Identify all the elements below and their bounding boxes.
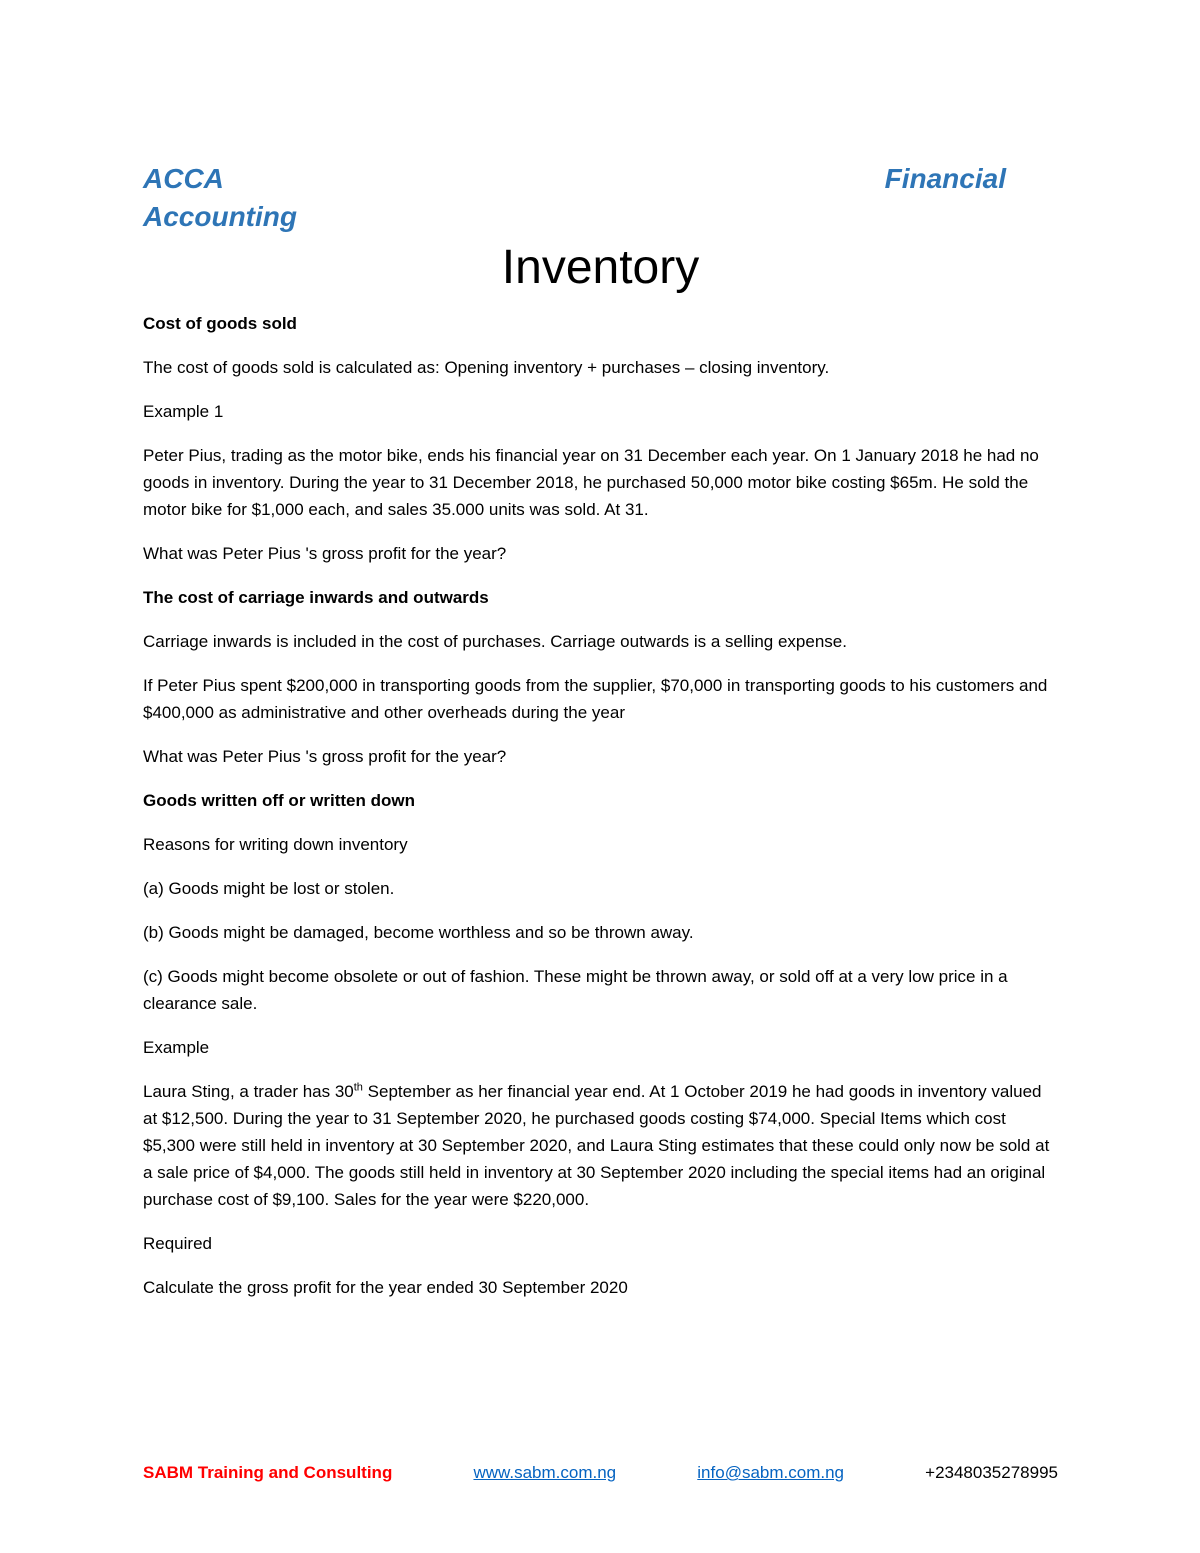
- paragraph-cogs-definition: The cost of goods sold is calculated as: Opening inventory + purchases – closing inventory.: [143, 358, 830, 377]
- list-item-c: (c) Goods might become obsolete or out of fashion. These might be thrown away, or sold off at a very low price in a clearance sale.: [143, 967, 1008, 1013]
- footer-email-link[interactable]: info@sabm.com.ng: [697, 1463, 844, 1482]
- laura-sting-text-after: September as her financial year end. At 1 October 2019 he had goods in inventory valued at $12,500. During the year to 31 September 2020, he purchased goods costing $74,000. Special Items which cost $5,300 were still held in inventory at 30 September 2020, and Laura Sting estimates that these could only now be sold at a sale price of $4,000. The goods still held in inventory at 30 September 2020 including the special items had an original purchase cost of $9,100. Sales for the year were $220,000.: [143, 1082, 1050, 1209]
- footer-website-link[interactable]: www.sabm.com.ng: [473, 1463, 617, 1482]
- page-title: Inventory: [501, 241, 700, 294]
- paragraph-example-1-label: Example 1: [143, 402, 224, 421]
- document-footer: [143, 1462, 1058, 1484]
- header-accounting: Accounting: [143, 201, 297, 232]
- heading-goods-written-off: Goods written off or written down: [143, 791, 415, 810]
- heading-cost-of-goods-sold: Cost of goods sold: [143, 314, 297, 333]
- header-line-1: [143, 160, 1058, 198]
- paragraph-carriage-definition: Carriage inwards is included in the cost of purchases. Carriage outwards is a selling expense.: [143, 632, 847, 651]
- footer-phone-number: +2348035278995: [925, 1463, 1058, 1482]
- header-financial: Financial: [884, 163, 1006, 194]
- paragraph-carriage-scenario: If Peter Pius spent $200,000 in transporting goods from the supplier, $70,000 in transporting goods to his customers and $400,000 as administrative and other overheads during the year: [143, 676, 1048, 722]
- laura-sting-text-before: Laura Sting, a trader has 30: [143, 1082, 354, 1101]
- paragraph-example-label: Example: [143, 1038, 210, 1057]
- ordinal-superscript: th: [353, 1081, 363, 1094]
- header-acca: ACCA: [143, 163, 224, 194]
- paragraph-peter-pius-scenario: Peter Pius, trading as the motor bike, ends his financial year on 31 December each year. On 1 January 2018 he had no goods in inventory. During the year to 31 December 2018, he purchased 50,000 motor bike costing $65m. He sold the motor bike for $1,000 each, and sales 35.000 units was sold. At 31.: [143, 446, 1039, 519]
- paragraph-gross-profit-question-2: What was Peter Pius 's gross profit for the year?: [143, 747, 507, 766]
- list-item-b: (b) Goods might be damaged, become worthless and so be thrown away.: [143, 923, 694, 942]
- footer-company-name: SABM Training and Consulting: [143, 1463, 393, 1482]
- paragraph-gross-profit-question-1: What was Peter Pius 's gross profit for the year?: [143, 544, 507, 563]
- header-line-2: [143, 198, 1058, 236]
- document-header: [143, 160, 1058, 236]
- paragraph-laura-sting-scenario: [143, 1078, 1058, 1213]
- paragraph-reasons-writing-down: Reasons for writing down inventory: [143, 835, 408, 854]
- paragraph-required-label: Required: [143, 1234, 212, 1253]
- paragraph-calculate-instruction: Calculate the gross profit for the year ended 30 September 2020: [143, 1278, 628, 1297]
- heading-carriage-inwards-outwards: The cost of carriage inwards and outwards: [143, 588, 489, 607]
- list-item-a: (a) Goods might be lost or stolen.: [143, 879, 395, 898]
